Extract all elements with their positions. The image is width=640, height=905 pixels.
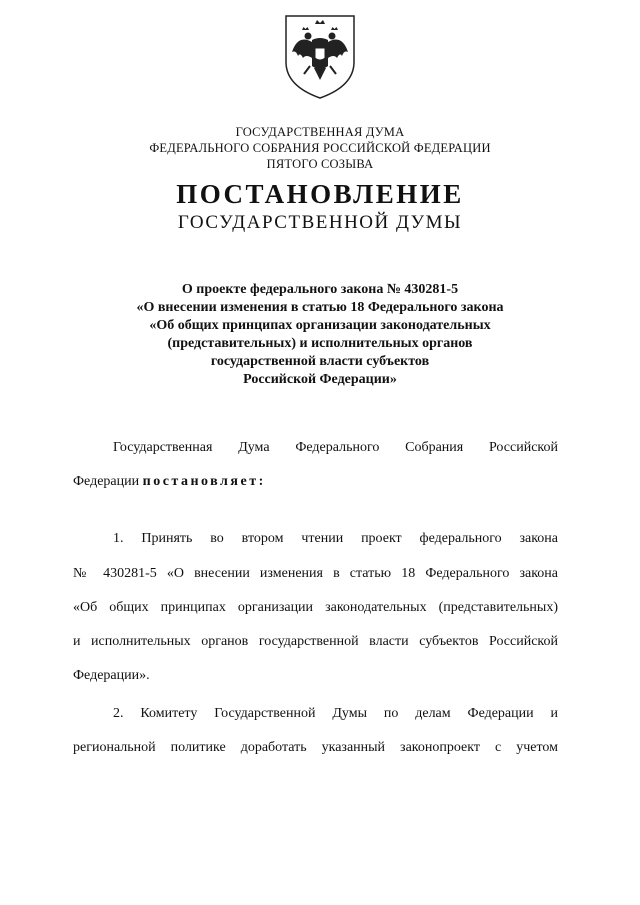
item1-line-3: «Об общих принципах организации законодательных (представительных) xyxy=(73,600,558,615)
issuer-line-3: ПЯТОГО СОЗЫВА xyxy=(266,157,374,171)
subject-line-6: Российской Федерации» xyxy=(243,372,397,387)
coat-of-arms-emblem xyxy=(282,12,358,100)
item1-line-2: № 430281-5 «О внесении изменения в статью 18 Федерального закона xyxy=(73,566,558,581)
subject-line-3: «Об общих принципах организации законодательных xyxy=(149,318,491,333)
subject-line-4: (представительных) и исполнительных органов xyxy=(167,336,473,351)
resolves-word: постановляет: xyxy=(142,474,266,489)
item2-line-1: 2. Комитету Государственной Думы по делам Федерации и xyxy=(113,706,558,721)
intro-federation: Федерации xyxy=(73,474,140,489)
item2-line-2: региональной политике доработать указанный законопроект с учетом xyxy=(73,740,558,755)
intro-line-2 xyxy=(73,474,558,490)
subject-line-5: государственной власти субъектов xyxy=(210,354,430,369)
item1-line-4: и исполнительных органов государственной власти субъектов Российской xyxy=(73,634,558,649)
subject-line-2: «О внесении изменения в статью 18 Федерального закона xyxy=(136,300,504,315)
issuer-line-1: ГОСУДАРСТВЕННАЯ ДУМА xyxy=(235,125,405,139)
item1-line-1: 1. Принять во втором чтении проект федерального закона xyxy=(113,531,558,546)
item1-line-5: Федерации». xyxy=(73,668,150,683)
document-title: ПОСТАНОВЛЕНИЕ xyxy=(176,179,464,209)
issuer-line-2: ФЕДЕРАЛЬНОГО СОБРАНИЯ РОССИЙСКОЙ ФЕДЕРАЦИИ xyxy=(149,141,491,155)
subject-line-1: О проекте федерального закона № 430281-5 xyxy=(181,282,459,297)
document-subtitle: ГОСУДАРСТВЕННОЙ ДУМЫ xyxy=(177,212,463,233)
intro-line-1: Государственная Дума Федерального Собрания Российской xyxy=(113,440,558,455)
